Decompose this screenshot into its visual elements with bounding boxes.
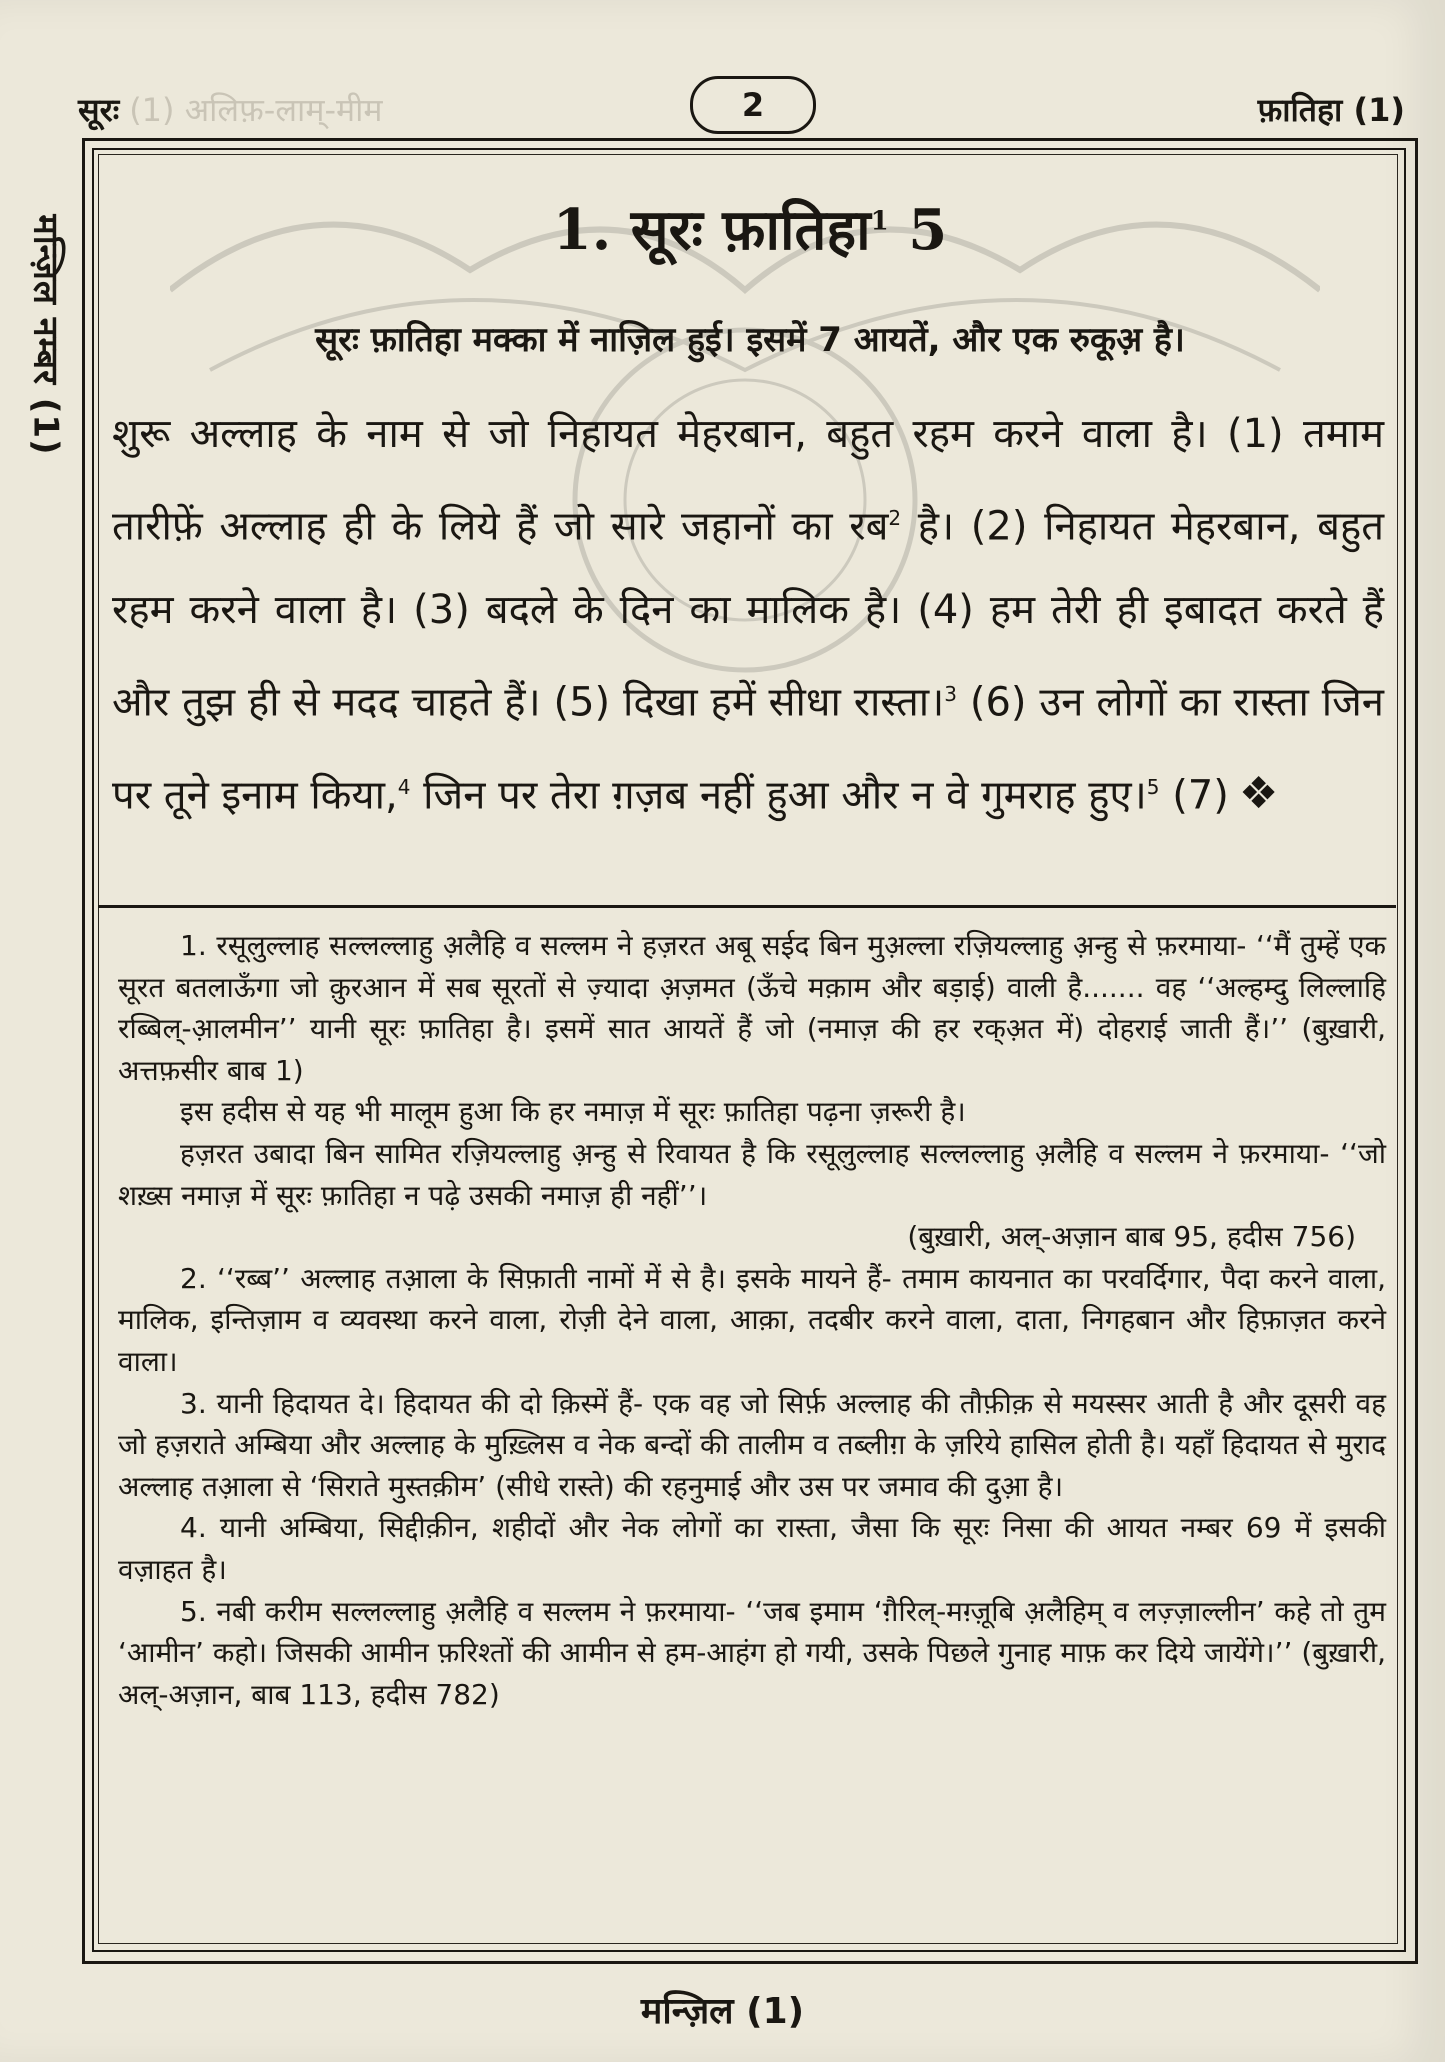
footnote-1-citation: (बुख़ारी, अल्-अज़ान बाब 95, हदीस 756) (907, 1220, 1356, 1254)
verse-text-part: शुरू अल्लाह के नाम से जो निहायत मेहरबान, बहुत रहम करने वाला है। (1) तमाम तारीफ़ें अल्लाह ही के लिये हैं जो सारे जहानों का रब (112, 411, 1384, 550)
verse-end-ornament: ❖ (1238, 767, 1279, 819)
surah-title-text: 1. सूरः फ़ातिहा (552, 197, 871, 263)
footnote-1-continuation: इस हदीस से यह भी मालूम हुआ कि हर नमाज़ में सूरः फ़ातिहा पढ़ना ज़रूरी है। (180, 1095, 966, 1129)
footnote-ref-4: 4 (397, 774, 411, 799)
verse-text-part: जिन पर तेरा ग़ज़ब नहीं हुआ और न वे गुमराह हुए। (410, 771, 1147, 818)
page-number-badge (690, 76, 816, 134)
page-number: 2 (741, 86, 765, 124)
footnote-1: 1. रसूलुल्लाह सल्लल्लाहु अ़लैहि व सल्लम ने हज़रत अबू सईद बिन मुअ़ल्ला रज़ियल्लाहु अ़न्हु से फ़रमाया- ‘‘मैं तुम्हें एक सूरत बतलाऊँगा जो क़ुरआन में सब सूरतों से ज़्यादा अ़ज़मत (ऊँचे मक़ाम और बड़ाई) वाली है....... वह ‘‘अल्हम्दु लिल्लाहि रब्बिल्-आ़लमीन’’ यानी सूरः फ़ातिहा है। इसमें सात आयतें हैं जो (नमाज़ की हर रक्अ़त में) दोहराई जाती हैं।’’ (बुख़ारी, अत्तफ़सीर बाब 1) (118, 929, 1386, 1087)
footnote-2: 2. ‘‘रब्ब’’ अल्लाह तआ़ला के सिफ़ाती नामों में से है। इसके मायने हैं- तमाम कायनात का परवर्दिगार, पैदा करने वाला, मालिक, इन्तिज़ाम व व्यवस्था करने वाला, रोज़ी देने वाला, आक़ा, तदबीर करने वाला, दाता, निगहबान और हिफ़ाज़त करने वाला। (118, 1261, 1386, 1378)
verses-text (112, 392, 1384, 837)
footnote-5: 5. नबी करीम सल्लल्लाहु अ़लैहि व सल्लम ने फ़रमाया- ‘‘जब इमाम ‘ग़ैरिल्-मग़्ज़ूबि अ़लैहिम् व लज़्ज़ाल्लीन’ कहे तो तुम ‘आमीन’ कहो। जिसकी आमीन फ़रिश्तों की आमीन से हम-आहंग हो गयी, उसके पिछले गुनाह माफ़ कर दिये जायेंगे।’’ (बुख़ारी, अल्-अज़ान, बाब 113, हदीस 782) (118, 1594, 1386, 1711)
footnote-ref-5: 5 (1146, 774, 1160, 799)
header-left-faint-text: (1) अलिफ़-लाम्-मीम (129, 91, 383, 129)
verse-text-part: (7) (1159, 771, 1229, 818)
footnote-1-hadith: हज़रत उबादा बिन सामित रज़ियल्लाहु अ़न्हु से रिवायत है कि रसूलुल्लाह सल्लल्लाहु अ़लैहि व सल्लम ने फ़रमाया- ‘‘जो शख़्स नमाज़ में सूरः फ़ातिहा न पढ़े उसकी नमाज़ ही नहीं’’। (118, 1136, 1386, 1212)
side-manzil-label (28, 195, 68, 475)
footnote-4: 4. यानी अम्बिया, सिद्दीक़ीन, शहीदों और नेक लोगों का रास्ता, जैसा कि सूरः निसा की आयत नम्बर 69 में इसकी वज़ाहत है। (118, 1511, 1386, 1586)
verse-text-part: है। (2) निहायत मेहरबान, बहुत रहम करने वाला है। (3) बदले के दिन का मालिक है। (4) हम तेरी ही इबादत करते हैं और तुझ ही से मदद चाहते हैं। (5) दिखा हमें सीधा रास्ता। (112, 503, 1384, 726)
header-chapter-label: फ़ातिहा (1) (1257, 91, 1405, 129)
surah-title-footnote-ref: 1 (870, 206, 889, 237)
page-footer-manzil: मन्ज़िल (1) (640, 1991, 805, 2032)
footnote-3: 3. यानी हिदायत दे। हिदायत की दो क़िस्में हैं- एक वह जो सिर्फ़ अल्लाह की तौफ़ीक़ से मयस्सर आती है और दूसरी वह जो हज़राते अम्बिया और अल्लाह के मुख़्लिस व नेक बन्दों की तालीम व तब्लीग़ के ज़रिये हासिल होती है। यहाँ हिदायत से मुराद अल्लाह तआ़ला से ‘सिराते मुस्तक़ीम’ (सीधे रास्ते) की रहनुमाई और उस पर जमाव की दुआ़ है। (118, 1386, 1386, 1503)
footnote-ref-2: 2 (888, 506, 902, 530)
surah-title (100, 190, 1400, 266)
header-surah-label (78, 88, 383, 131)
verse-text-part: (6) उन लोगों का रास्ता जिन पर तूने इनाम किया, (112, 679, 1384, 818)
footnote-ref-3: 3 (944, 682, 958, 707)
surah-title-suffix: 5 (888, 197, 948, 263)
surah-intro: सूरः फ़ातिहा मक्का में नाज़िल हुई। इसमें 7 आयतें, और एक रुकूअ़ है। (315, 320, 1185, 360)
footnotes-divider (98, 905, 1396, 908)
header-left-text: सूरः (78, 91, 120, 129)
side-manzil-text: मन्ज़िल नम्बर (1) (26, 214, 67, 456)
footnotes-section (118, 925, 1386, 1715)
